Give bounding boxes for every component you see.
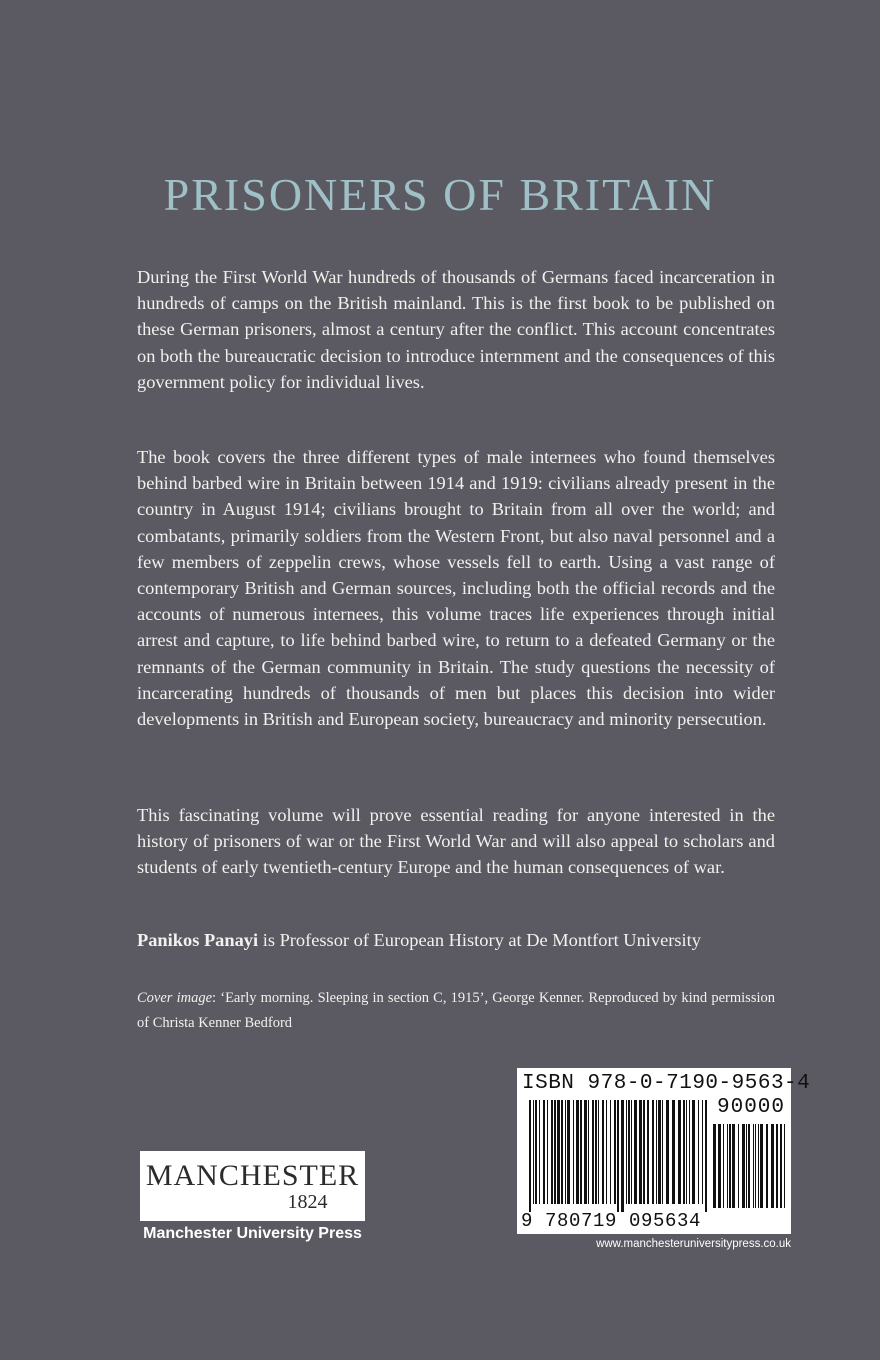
barcode-bars-icon (529, 1100, 709, 1212)
author-name: Panikos Panayi (137, 930, 259, 950)
isbn-barcode (517, 1068, 811, 1234)
logo-wordmark: MANCHESTER (145, 1159, 360, 1192)
credit-text: : ‘Early morning. Sleeping in section C, 1915’, George Kenner. Reproduced by kind permission of Christa Kenner Bedford (137, 990, 775, 1031)
isbn-number: ISBN 978-0-7190-9563-4 (522, 1072, 811, 1095)
publisher-logo (140, 1151, 365, 1221)
publisher-website: www.manchesteruniversitypress.co.uk (596, 1238, 791, 1250)
logo-year: 1824 (287, 1191, 328, 1213)
barcode-addon-bars-icon (713, 1124, 785, 1208)
credit-label: Cover image (137, 990, 213, 1006)
price-code: 90000 (716, 1096, 785, 1119)
blurb-paragraph-1: During the First World War hundreds of thousands of Germans faced incarceration in hundreds of camps on the British mainland. This is the first book to be published on these German prisoners, almost a century after the conflict. This account concentrates on both the bureaucratic decision to introduce internment and the consequences of this government policy for individual lives. (137, 267, 775, 392)
book-title: PRISONERS OF BRITAIN (163, 169, 717, 220)
cover-image-credit (137, 986, 775, 1036)
publisher-name: Manchester University Press (143, 1225, 362, 1242)
author-bio-text: is Professor of European History at De Montfort University (258, 930, 701, 950)
blurb-paragraph-3: This fascinating volume will prove essential reading for anyone interested in the history of prisoners of war or the First World War and will also appeal to scholars and students of early twentieth-century Europe and the human consequences of war. (137, 805, 775, 878)
author-bio (137, 930, 701, 951)
ean-digits: 9 780719 095634 (521, 1210, 702, 1232)
blurb-paragraph-2: The book covers the three different types of male internees who found themselves behind barbed wire in Britain between 1914 and 1919: civilians already present in the country in August 1914; civilians brought to Britain from all over the world; and combatants, primarily soldiers from the Western Front, but also naval personnel and a few members of zeppelin crews, whose vessels fell to earth. Using a vast range of contemporary British and German sources, including both the official records and the accounts of numerous internees, this volume traces life experiences through initial arrest and capture, to life behind barbed wire, to return to a defeated Germany or the remnants of the German community in Britain. The study questions the necessity of incarcerating hundreds of thousands of men but places this decision into wider developments in British and European society, bureaucracy and minority persecution. (137, 447, 775, 730)
